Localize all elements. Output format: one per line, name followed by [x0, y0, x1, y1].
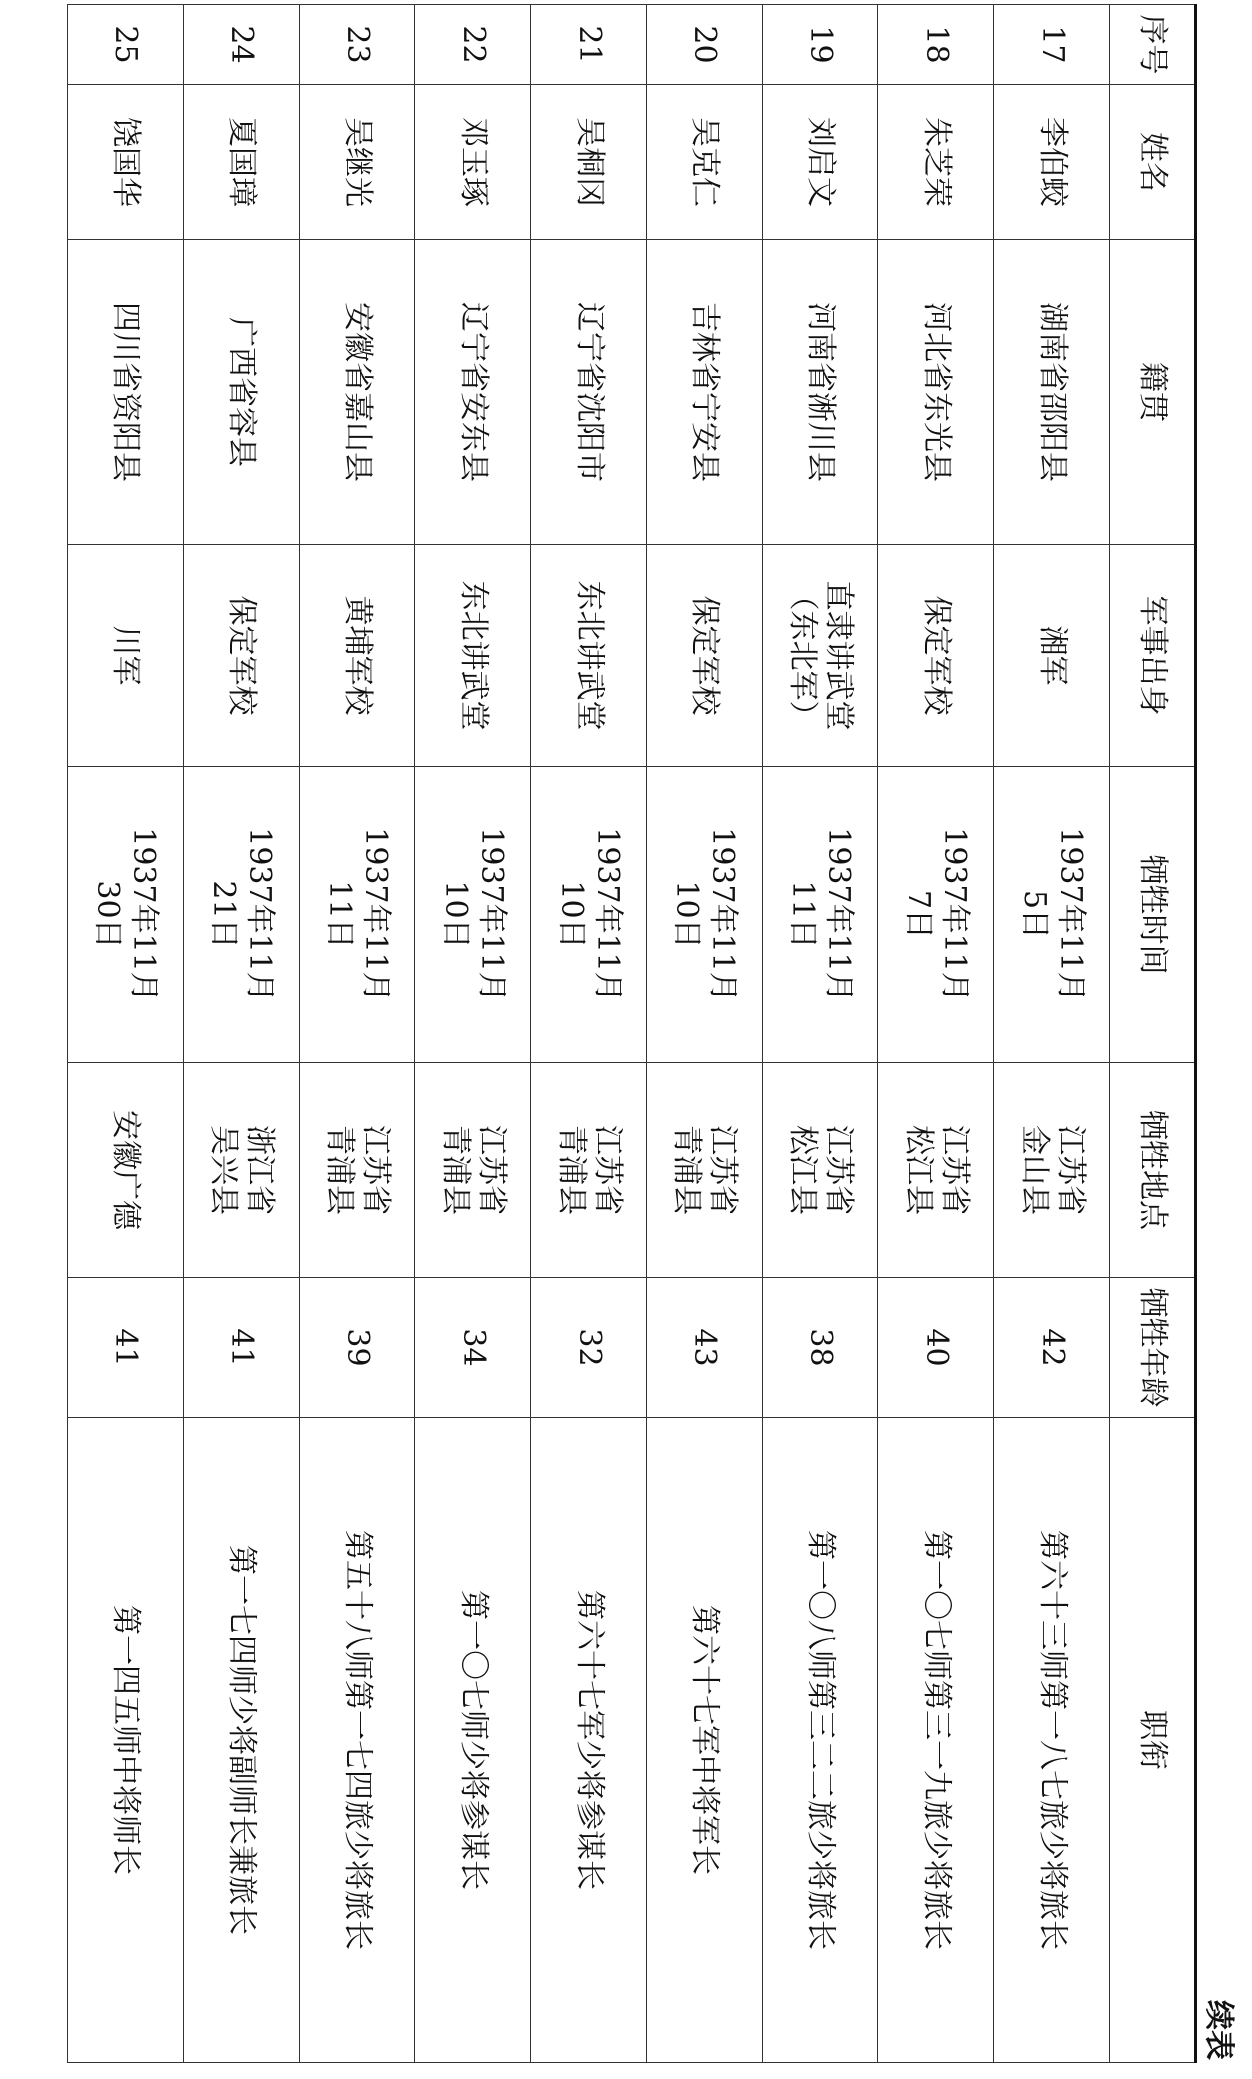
cell-death-place-text: 江苏省 [589, 1125, 625, 1215]
header-cell: 牺牲地点 [1110, 1063, 1196, 1278]
cell-native-place-text: 湖南省邵阳县 [1034, 302, 1070, 482]
cell-name [299, 85, 415, 240]
cell-military-background [299, 545, 415, 767]
cell-military-background-text: 保定军校 [224, 595, 260, 716]
header-cell: 牺牲时间 [1110, 767, 1196, 1063]
cell-number-text: 23 [340, 25, 376, 64]
table-body [68, 5, 1110, 2063]
table-row [762, 5, 878, 2063]
cell-age-text: 43 [687, 1328, 723, 1367]
cell-name-text: 李伯蛟 [1034, 117, 1070, 207]
cell-military-background-text: 东北讲武堂 [455, 580, 491, 731]
cell-death-place-text: 青浦县 [322, 1125, 358, 1215]
cell-number-text: 25 [108, 25, 144, 64]
cell-rank-title-text: 第六十七军中将军长 [687, 1605, 723, 1875]
cell-name [531, 85, 647, 240]
cell-name-text: 刘启文 [803, 117, 839, 207]
cell-age-text: 39 [340, 1328, 376, 1367]
cell-death-place-text: 青浦县 [437, 1125, 473, 1215]
cell-death-date-text: 7日 [900, 889, 936, 940]
cell-military-background-text: 湘军 [1034, 625, 1070, 686]
cell-death-place-text: 青浦县 [553, 1125, 589, 1215]
cell-death-place [762, 1063, 878, 1278]
cell-rank-title-text: 第一〇八师第三二二旅少将旅长 [803, 1530, 839, 1950]
header-cell: 牺牲年龄 [1110, 1278, 1196, 1418]
cell-name-text: 邓玉琢 [455, 117, 491, 207]
cell-name [646, 85, 762, 240]
cell-death-place [646, 1063, 762, 1278]
cell-number [183, 5, 299, 85]
cell-native-place [299, 240, 415, 545]
header-cell: 军事出身 [1110, 545, 1196, 767]
cell-native-place-text: 吉林省宁安县 [687, 302, 723, 482]
cell-age [183, 1278, 299, 1418]
cell-death-place-text: 金山县 [1016, 1125, 1052, 1215]
cell-age [646, 1278, 762, 1418]
cell-age-text: 40 [918, 1328, 954, 1367]
table-row [531, 5, 647, 2063]
cell-death-place [531, 1063, 647, 1278]
cell-death-place [415, 1063, 531, 1278]
cell-death-place-text: 安徽广德 [108, 1110, 144, 1230]
cell-death-date-text: 1937年11月 [1052, 827, 1088, 1002]
table-row [994, 5, 1110, 2063]
cell-age-text: 41 [108, 1328, 144, 1367]
cell-death-place-text: 江苏省 [1052, 1125, 1088, 1215]
cell-rank-title [299, 1418, 415, 2063]
cell-military-background-text: 东北讲武堂 [571, 580, 607, 731]
cell-number [531, 5, 647, 85]
cell-age [299, 1278, 415, 1418]
cell-rank-title-text: 第一〇七师第三一九旅少将旅长 [918, 1530, 954, 1950]
cell-military-background-text: 黄埔军校 [340, 595, 376, 716]
cell-native-place-text: 河北省东光县 [918, 302, 954, 482]
cell-rank-title [68, 1418, 184, 2063]
table-row [183, 5, 299, 2063]
cell-military-background [646, 545, 762, 767]
header-cell: 姓名 [1110, 85, 1196, 240]
cell-rank-title [646, 1418, 762, 2063]
cell-age [68, 1278, 184, 1418]
cell-military-background [531, 545, 647, 767]
cell-death-date [183, 767, 299, 1063]
cell-native-place-text: 辽宁省安东县 [455, 302, 491, 482]
cell-death-place-text: 江苏省 [936, 1125, 972, 1215]
cell-name-text: 吴桐冈 [571, 117, 607, 207]
cell-age [994, 1278, 1110, 1418]
cell-age [878, 1278, 994, 1418]
cell-military-background [415, 545, 531, 767]
cell-number [762, 5, 878, 85]
cell-military-background [183, 545, 299, 767]
cell-native-place-text: 安徽省嘉山县 [340, 302, 376, 482]
cell-number [646, 5, 762, 85]
cell-number-text: 20 [687, 25, 723, 64]
cell-death-date-text: 10日 [669, 880, 705, 949]
cell-name-text: 朱芝荣 [918, 117, 954, 207]
cell-number [878, 5, 994, 85]
table-row [415, 5, 531, 2063]
cell-rank-title [415, 1418, 531, 2063]
cell-military-background-text: 直隶讲武堂（东北军） [785, 580, 857, 731]
cell-death-date [299, 767, 415, 1063]
cell-death-place-text: 松江县 [785, 1125, 821, 1215]
cell-rank-title-text: 第一七四师少将副师长兼旅长 [224, 1545, 260, 1935]
cell-rank-title-text: 第六十三师第一八七旅少将旅长 [1034, 1530, 1070, 1950]
cell-death-date-text: 5日 [1016, 889, 1052, 940]
cell-rank-title [878, 1418, 994, 2063]
header-cell: 职衔 [1110, 1418, 1196, 2063]
cell-native-place [68, 240, 184, 545]
cell-death-place-text: 江苏省 [705, 1125, 741, 1215]
cell-death-date-text: 1937年11月 [936, 827, 972, 1002]
cell-name-text: 夏国璋 [224, 117, 260, 207]
cell-death-date [646, 767, 762, 1063]
header-cell: 籍贯 [1110, 240, 1196, 545]
table-row [68, 5, 184, 2063]
cell-native-place [183, 240, 299, 545]
cell-name [183, 85, 299, 240]
cell-death-place-text: 青浦县 [669, 1125, 705, 1215]
cell-name-text: 饶国华 [108, 117, 144, 207]
cell-military-background-text: 川军 [108, 625, 144, 686]
cell-death-place-text: 吴兴县 [206, 1125, 242, 1215]
cell-death-date-text: 10日 [553, 880, 589, 949]
cell-death-date [762, 767, 878, 1063]
cell-death-date-text: 1937年11月 [126, 827, 162, 1002]
cell-death-date [878, 767, 994, 1063]
cell-death-date-text: 1937年11月 [705, 827, 741, 1002]
cell-number-text: 24 [224, 25, 260, 64]
cell-death-place [183, 1063, 299, 1278]
cell-name [878, 85, 994, 240]
cell-native-place-text: 广西省容县 [224, 317, 260, 467]
table-header-row [1110, 5, 1196, 2063]
cell-death-date [531, 767, 647, 1063]
cell-death-date [994, 767, 1110, 1063]
cell-native-place [994, 240, 1110, 545]
cell-age [531, 1278, 647, 1418]
table-row [299, 5, 415, 2063]
cell-name [68, 85, 184, 240]
cell-death-date-text: 10日 [437, 880, 473, 949]
continued-table-label: 续表 [1201, 2000, 1236, 2060]
cell-native-place-text: 四川省资阳县 [108, 302, 144, 482]
cell-rank-title-text: 第一〇七师少将参谋长 [455, 1590, 491, 1890]
cell-military-background [994, 545, 1110, 767]
cell-number-text: 21 [571, 25, 607, 64]
cell-rank-title [183, 1418, 299, 2063]
cell-number-text: 19 [803, 25, 839, 64]
table-row [878, 5, 994, 2063]
cell-number [68, 5, 184, 85]
cell-death-date-text: 21日 [206, 880, 242, 949]
cell-rank-title [994, 1418, 1110, 2063]
cell-rank-title [762, 1418, 878, 2063]
cell-death-date [415, 767, 531, 1063]
cell-rank-title-text: 第六十七军少将参谋长 [571, 1590, 607, 1890]
cell-death-date-text: 1937年11月 [358, 827, 394, 1002]
cell-age-text: 34 [455, 1328, 491, 1367]
cell-death-place [299, 1063, 415, 1278]
cell-rank-title [531, 1418, 647, 2063]
cell-death-place-text: 松江县 [900, 1125, 936, 1215]
cell-death-place-text: 浙江省 [242, 1125, 278, 1215]
cell-death-date-text: 1937年11月 [821, 827, 857, 1002]
cell-death-date [68, 767, 184, 1063]
cell-death-date-text: 1937年11月 [473, 827, 509, 1002]
cell-death-date-text: 30日 [90, 880, 126, 949]
cell-death-date-text: 11日 [322, 880, 358, 949]
cell-name [762, 85, 878, 240]
cell-death-place [994, 1063, 1110, 1278]
cell-rank-title-text: 第一四五师中将师长 [108, 1605, 144, 1875]
cell-age [415, 1278, 531, 1418]
cell-native-place-text: 河南省淅川县 [803, 302, 839, 482]
cell-age-text: 42 [1034, 1328, 1070, 1367]
cell-military-background-text: 保定军校 [918, 595, 954, 716]
cell-death-date-text: 1937年11月 [589, 827, 625, 1002]
cell-military-background-text: 保定军校 [687, 595, 723, 716]
cell-number-text: 17 [1034, 25, 1070, 64]
cell-name-text: 吴克仁 [687, 117, 723, 207]
cell-number-text: 18 [918, 25, 954, 64]
cell-number [415, 5, 531, 85]
cell-native-place [415, 240, 531, 545]
cell-native-place [878, 240, 994, 545]
cell-name [415, 85, 531, 240]
cell-age-text: 32 [571, 1328, 607, 1367]
cell-number [299, 5, 415, 85]
cell-death-place-text: 江苏省 [821, 1125, 857, 1215]
table-row [646, 5, 762, 2063]
cell-native-place [531, 240, 647, 545]
cell-death-date-text: 1937年11月 [242, 827, 278, 1002]
cell-age-text: 41 [224, 1328, 260, 1367]
cell-military-background [762, 545, 878, 767]
cell-rank-title-text: 第五十八师第一七四旅少将旅长 [340, 1530, 376, 1950]
cell-death-place [878, 1063, 994, 1278]
cell-native-place [646, 240, 762, 545]
cell-death-place [68, 1063, 184, 1278]
cell-number-text: 22 [455, 25, 491, 64]
cell-military-background [68, 545, 184, 767]
cell-name [994, 85, 1110, 240]
cell-military-background [878, 545, 994, 767]
cell-native-place-text: 辽宁省沈阳市 [571, 302, 607, 482]
cell-death-place-text: 江苏省 [358, 1125, 394, 1215]
cell-death-place-text: 江苏省 [473, 1125, 509, 1215]
cell-name-text: 吴继光 [340, 117, 376, 207]
cell-number [994, 5, 1110, 85]
cell-native-place [762, 240, 878, 545]
martyrs-table [67, 4, 1197, 2063]
cell-death-date-text: 11日 [785, 880, 821, 949]
header-cell: 序号 [1110, 5, 1196, 85]
cell-age-text: 38 [803, 1328, 839, 1367]
cell-age [762, 1278, 878, 1418]
